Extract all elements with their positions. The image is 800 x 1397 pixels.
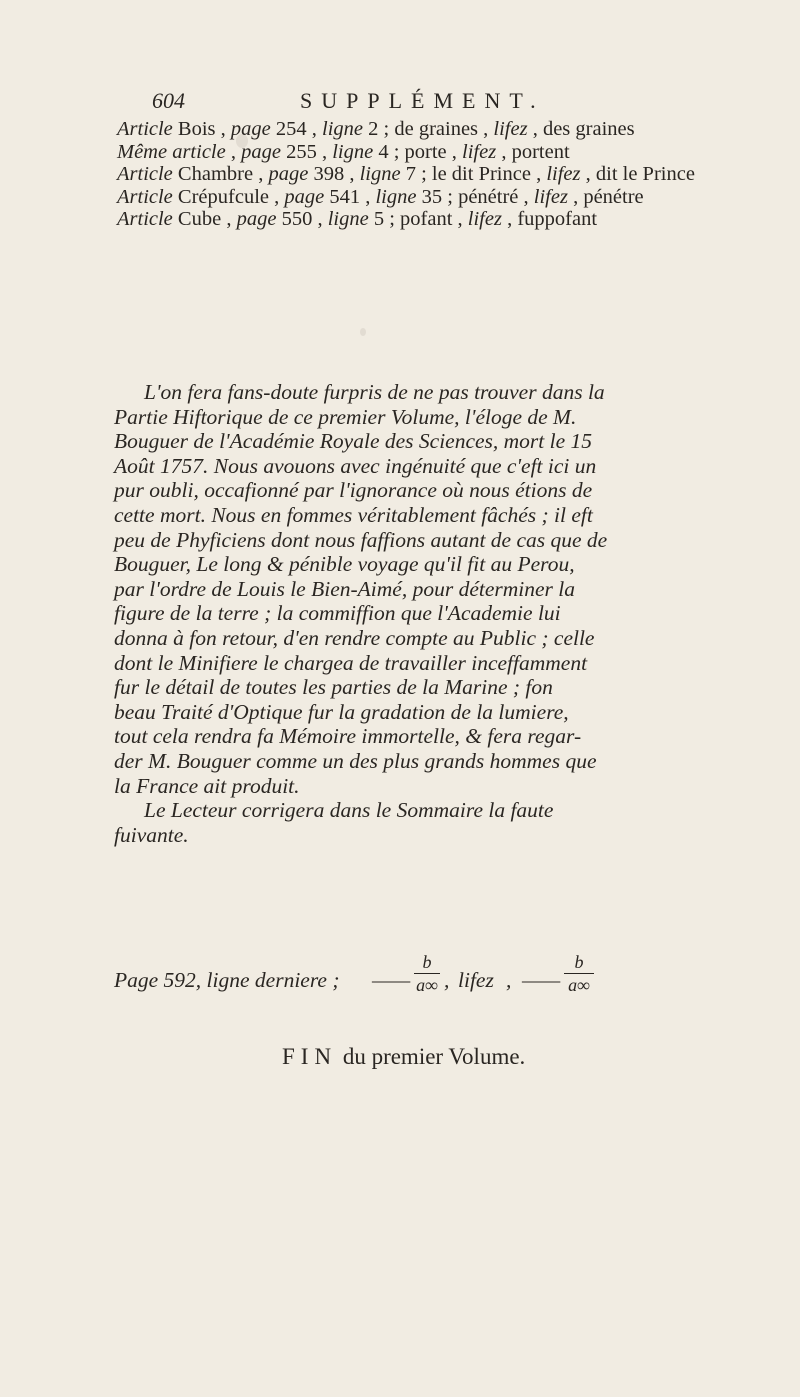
errata-page-label: page	[284, 185, 325, 208]
notice-line: beau Traité d'Optique fur la gradation de la lumiere,	[114, 699, 569, 724]
errata-page-label: page	[241, 140, 281, 163]
errata-read-label: lifez	[467, 208, 502, 230]
fin-word: FIN	[282, 1044, 338, 1069]
errata-article: Même article	[117, 140, 226, 163]
errata-subject: Cube	[177, 208, 222, 230]
errata-read-label: lifez	[546, 163, 581, 185]
errata-right: pénétre	[583, 185, 644, 208]
comma: ,	[444, 968, 450, 992]
errata-line-label: ligne	[327, 208, 369, 230]
errata-line: 4	[378, 140, 389, 163]
dash: ——	[372, 968, 411, 992]
closing-rest: du premier Volume.	[342, 1044, 526, 1069]
errata-line-label: ligne	[322, 118, 364, 140]
errata-page-label: page	[236, 208, 277, 230]
errata-right: des graines	[542, 118, 635, 140]
right-fraction	[564, 952, 594, 995]
errata-line-label: ligne	[359, 163, 401, 185]
paper-stain	[360, 328, 366, 336]
notice-text	[114, 380, 774, 847]
notice-line: dont le Minifiere le chargea de travailler inceffamment	[114, 650, 588, 675]
errata-wrong: pofant	[400, 208, 453, 230]
wrong-numerator: b	[422, 952, 432, 972]
errata-wrong: porte	[404, 140, 447, 163]
fraction-bar	[414, 973, 440, 974]
errata-page: 550	[281, 208, 313, 230]
notice-line: Bouguer de l'Académie Royale des Sciences, mort le 15	[114, 429, 593, 454]
errata-right: fuppofant	[517, 208, 598, 230]
errata-line-label: ligne	[375, 185, 417, 208]
closing-line	[282, 1044, 525, 1070]
errata-read-label: lifez	[462, 140, 497, 163]
errata-page: 254	[275, 118, 307, 140]
errata-article: Article	[117, 185, 173, 208]
notice-line: Partie Hiftorique de ce premier Volume, l'éloge de M.	[114, 404, 577, 429]
errata-wrong: de graines	[394, 118, 479, 140]
errata-entry: Même article , page 255 , ligne 4 ; porte , lifez , portent	[117, 140, 570, 163]
fraction-bar	[564, 973, 594, 974]
notice-line: figure de la terre ; la commiffion que l'Academie lui	[114, 601, 561, 626]
errata-page-label: page	[230, 118, 271, 140]
errata-line-label: ligne	[332, 140, 374, 163]
errata-right: dit le Prince	[595, 163, 695, 185]
errata-entry: Article Chambre , page 398 , ligne 7 ; le dit Prince , lifez , dit le Prince	[117, 163, 695, 185]
errata-page-label: page	[268, 163, 309, 185]
errata-article: Article	[117, 208, 173, 230]
errata-subject: Crépufcule	[177, 185, 269, 208]
errata-line: 2	[368, 118, 379, 140]
wrong-fraction	[414, 952, 440, 995]
page-number: 604	[152, 88, 185, 113]
notice-line: der M. Bouguer comme un des plus grands hommes que	[114, 748, 597, 773]
notice-line: tout cela rendra fa Mémoire immortelle, & fera regar-	[114, 724, 582, 749]
read-label: lifez	[458, 968, 494, 992]
notice-line: par l'ordre de Louis le Bien-Aimé, pour déterminer la	[114, 576, 576, 601]
errata-page: 398	[313, 163, 345, 185]
notice-line: cette mort. Nous en fommes véritablement fâchés ; il eft	[114, 502, 593, 527]
notice-line: fur le détail de toutes les parties de la Marine ; fon	[114, 675, 553, 700]
notice-line: pur oubli, occafionné par l'ignorance où nous étions de	[114, 478, 593, 503]
paper-stain	[236, 134, 248, 148]
errata-subject: Bois	[177, 118, 216, 140]
errata-entry: Article Bois , page 254 , ligne 2 ; de graines , lifez , des graines	[117, 118, 635, 140]
errata-wrong: le dit Prince	[431, 163, 531, 185]
notice-line: Le Lecteur corrigera dans le Sommaire la faute	[144, 798, 554, 823]
errata-read-label: lifez	[493, 118, 528, 140]
notice-line: fuivante.	[114, 822, 189, 847]
wrong-denominator: a∞	[416, 975, 438, 995]
errata-article: Article	[117, 118, 173, 140]
errata-page: 541	[329, 185, 361, 208]
page-header	[152, 88, 592, 120]
running-title: SUPPLÉMENT.	[300, 88, 545, 113]
notice-line: L'on fera fans-doute furpris de ne pas trouver dans la	[144, 380, 605, 404]
errata-entry: Article Crépufcule , page 541 , ligne 35 ; pénétré , lifez , pénétre	[117, 185, 644, 208]
notice-line: Bouguer, Le long & pénible voyage qu'il fit au Perou,	[114, 552, 575, 577]
errata-article: Article	[117, 163, 173, 185]
errata-right: portent	[511, 140, 570, 163]
errata-read-label: lifez	[533, 185, 568, 208]
errata-page: 255	[286, 140, 317, 163]
notice-line: Août 1757. Nous avouons avec ingénuité que c'eft ici un	[114, 453, 597, 478]
errata-entry: Article Cube , page 550 , ligne 5 ; pofant , lifez , fuppofant	[117, 208, 598, 230]
right-numerator: b	[574, 952, 584, 972]
correction-label: Page 592, ligne derniere ;	[114, 968, 340, 992]
comma: ,	[506, 968, 512, 992]
dash: ——	[522, 968, 561, 992]
errata-wrong: pénétré	[458, 185, 519, 208]
errata-line: 7	[405, 163, 416, 185]
notice-line: peu de Phyficiens dont nous faffions autant de cas que de	[114, 527, 608, 552]
errata-line: 5	[373, 208, 385, 230]
errata-subject: Chambre	[177, 163, 254, 185]
notice-line: la France ait produit.	[114, 773, 300, 798]
notice-line: donna à fon retour, d'en rendre compte au Public ; celle	[114, 625, 595, 650]
correction-line	[114, 952, 774, 1022]
errata-list	[117, 118, 767, 231]
errata-line: 35	[421, 185, 443, 208]
right-denominator: a∞	[568, 975, 590, 995]
